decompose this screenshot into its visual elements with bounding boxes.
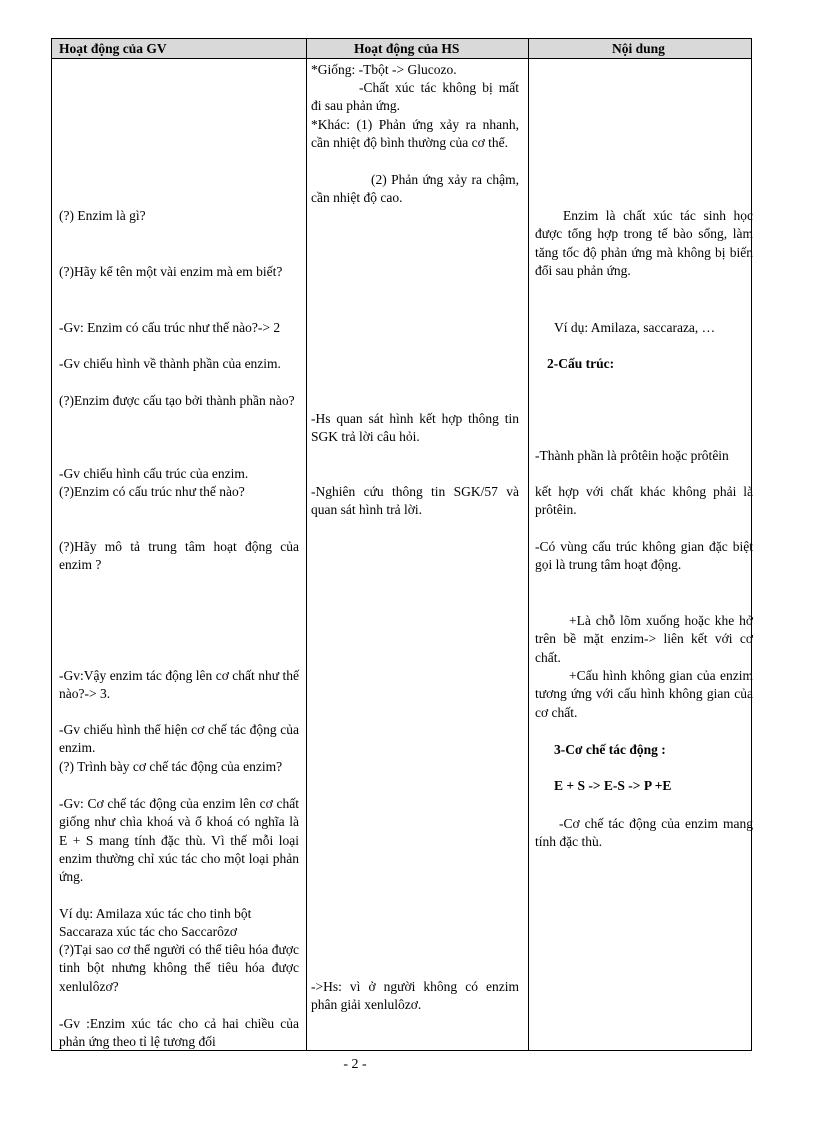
gv-item: Saccaraza xúc tác cho Saccarôzơ [59,924,238,939]
section-heading: 3-Cơ chế tác động : [554,742,666,757]
table-header [52,39,751,59]
nd-item: kết hợp với chất khác không phải là prôtêin. [535,484,753,518]
header-hs: Hoạt động của HS [354,41,460,56]
column-divider [306,39,307,1050]
nd-item: +Cấu hình không gian của enzim tương ứng với cấu hình không gian của cơ chất. [535,668,753,720]
gv-item: Ví dụ: Amilaza xúc tác cho tinh bột [59,906,252,921]
header-gv: Hoạt động của GV [59,41,167,56]
formula: E + S -> E-S -> P +E [554,778,672,793]
nd-item: -Cơ chế tác động của enzim mang tính đặc thù. [535,816,753,850]
gv-item: (?) Trình bày cơ chế tác động của enzim? [59,759,283,774]
page-number: - 2 - [343,1057,367,1072]
gv-item: -Gv:Vậy enzim tác động lên cơ chất như thế nào?-> 3. [59,668,299,702]
gv-item: (?)Tại sao cơ thể người có thể tiêu hóa được tinh bột nhưng không thể tiêu hóa được xenlulôzơ? [59,942,299,994]
column-divider [528,39,529,1050]
gv-item: -Gv: Enzim có cấu trúc như thế nào?-> 2 [59,320,281,335]
gv-item: (?)Hãy kể tên một vài enzim mà em biết? [59,264,283,279]
nd-item: Enzim là chất xúc tác sinh học được tổng hợp trong tế bào sống, làm tăng tốc độ phản ứng mà không bị biến đổi sau phản ứng. [535,208,753,278]
gv-item: -Gv chiếu hình về thành phần của enzim. [59,356,281,371]
hs-item: -Chất xúc tác không bị mất đi sau phản ứng. [311,80,519,114]
gv-item: (?)Enzim có cấu trúc như thế nào? [59,484,245,499]
nd-item: Ví dụ: Amilaza, saccaraza, … [554,320,716,335]
hs-item: ->Hs: vì ở người không có enzim phân giải xenlulôzơ. [311,979,519,1013]
nd-item: -Thành phần là prôtêin hoặc prôtêin [535,448,729,463]
hs-item: -Nghiên cứu thông tin SGK/57 và quan sát hình trả lời. [311,484,519,518]
gv-item: -Gv: Cơ chế tác động của enzim lên cơ chất giống như chìa khoá và ổ khoá có nghĩa là E + S mang tính đặc thù. Vì thế mỗi loại enzim thường chỉ xúc tác cho một loại phản ứng. [59,796,299,885]
hs-item: *Giống: -Tbột -> Glucozo. [311,62,457,77]
section-heading: 2-Cấu trúc: [547,356,615,371]
lesson-table [51,38,752,1051]
hs-item: *Khác: (1) Phản ứng xảy ra nhanh, cần nhiệt độ bình thường của cơ thể. [311,117,519,151]
header-nd: Nội dung [612,41,665,56]
nd-item: +Là chỗ lõm xuống hoặc khe hở trên bề mặt enzim-> liên kết với cơ chất. [535,613,753,665]
hs-item: (2) Phản ứng xảy ra chậm, cần nhiệt độ cao. [311,172,519,206]
nd-item: -Có vùng cấu trúc không gian đặc biệt gọi là trung tâm hoạt động. [535,539,753,573]
gv-item: (?)Hãy mô tả trung tâm hoạt động của enzim ? [59,539,299,573]
gv-item: -Gv chiếu hình thể hiện cơ chế tác động của enzim. [59,722,299,756]
gv-item: (?)Enzim được cấu tạo bởi thành phần nào? [59,393,295,408]
gv-item: -Gv chiếu hình cấu trúc của enzim. [59,466,249,481]
gv-item: (?) Enzim là gì? [59,208,146,223]
hs-item: -Hs quan sát hình kết hợp thông tin SGK trả lời câu hỏi. [311,411,519,445]
gv-item: -Gv :Enzim xúc tác cho cả hai chiều của phản ứng theo tỉ lệ tương đối [59,1016,299,1050]
